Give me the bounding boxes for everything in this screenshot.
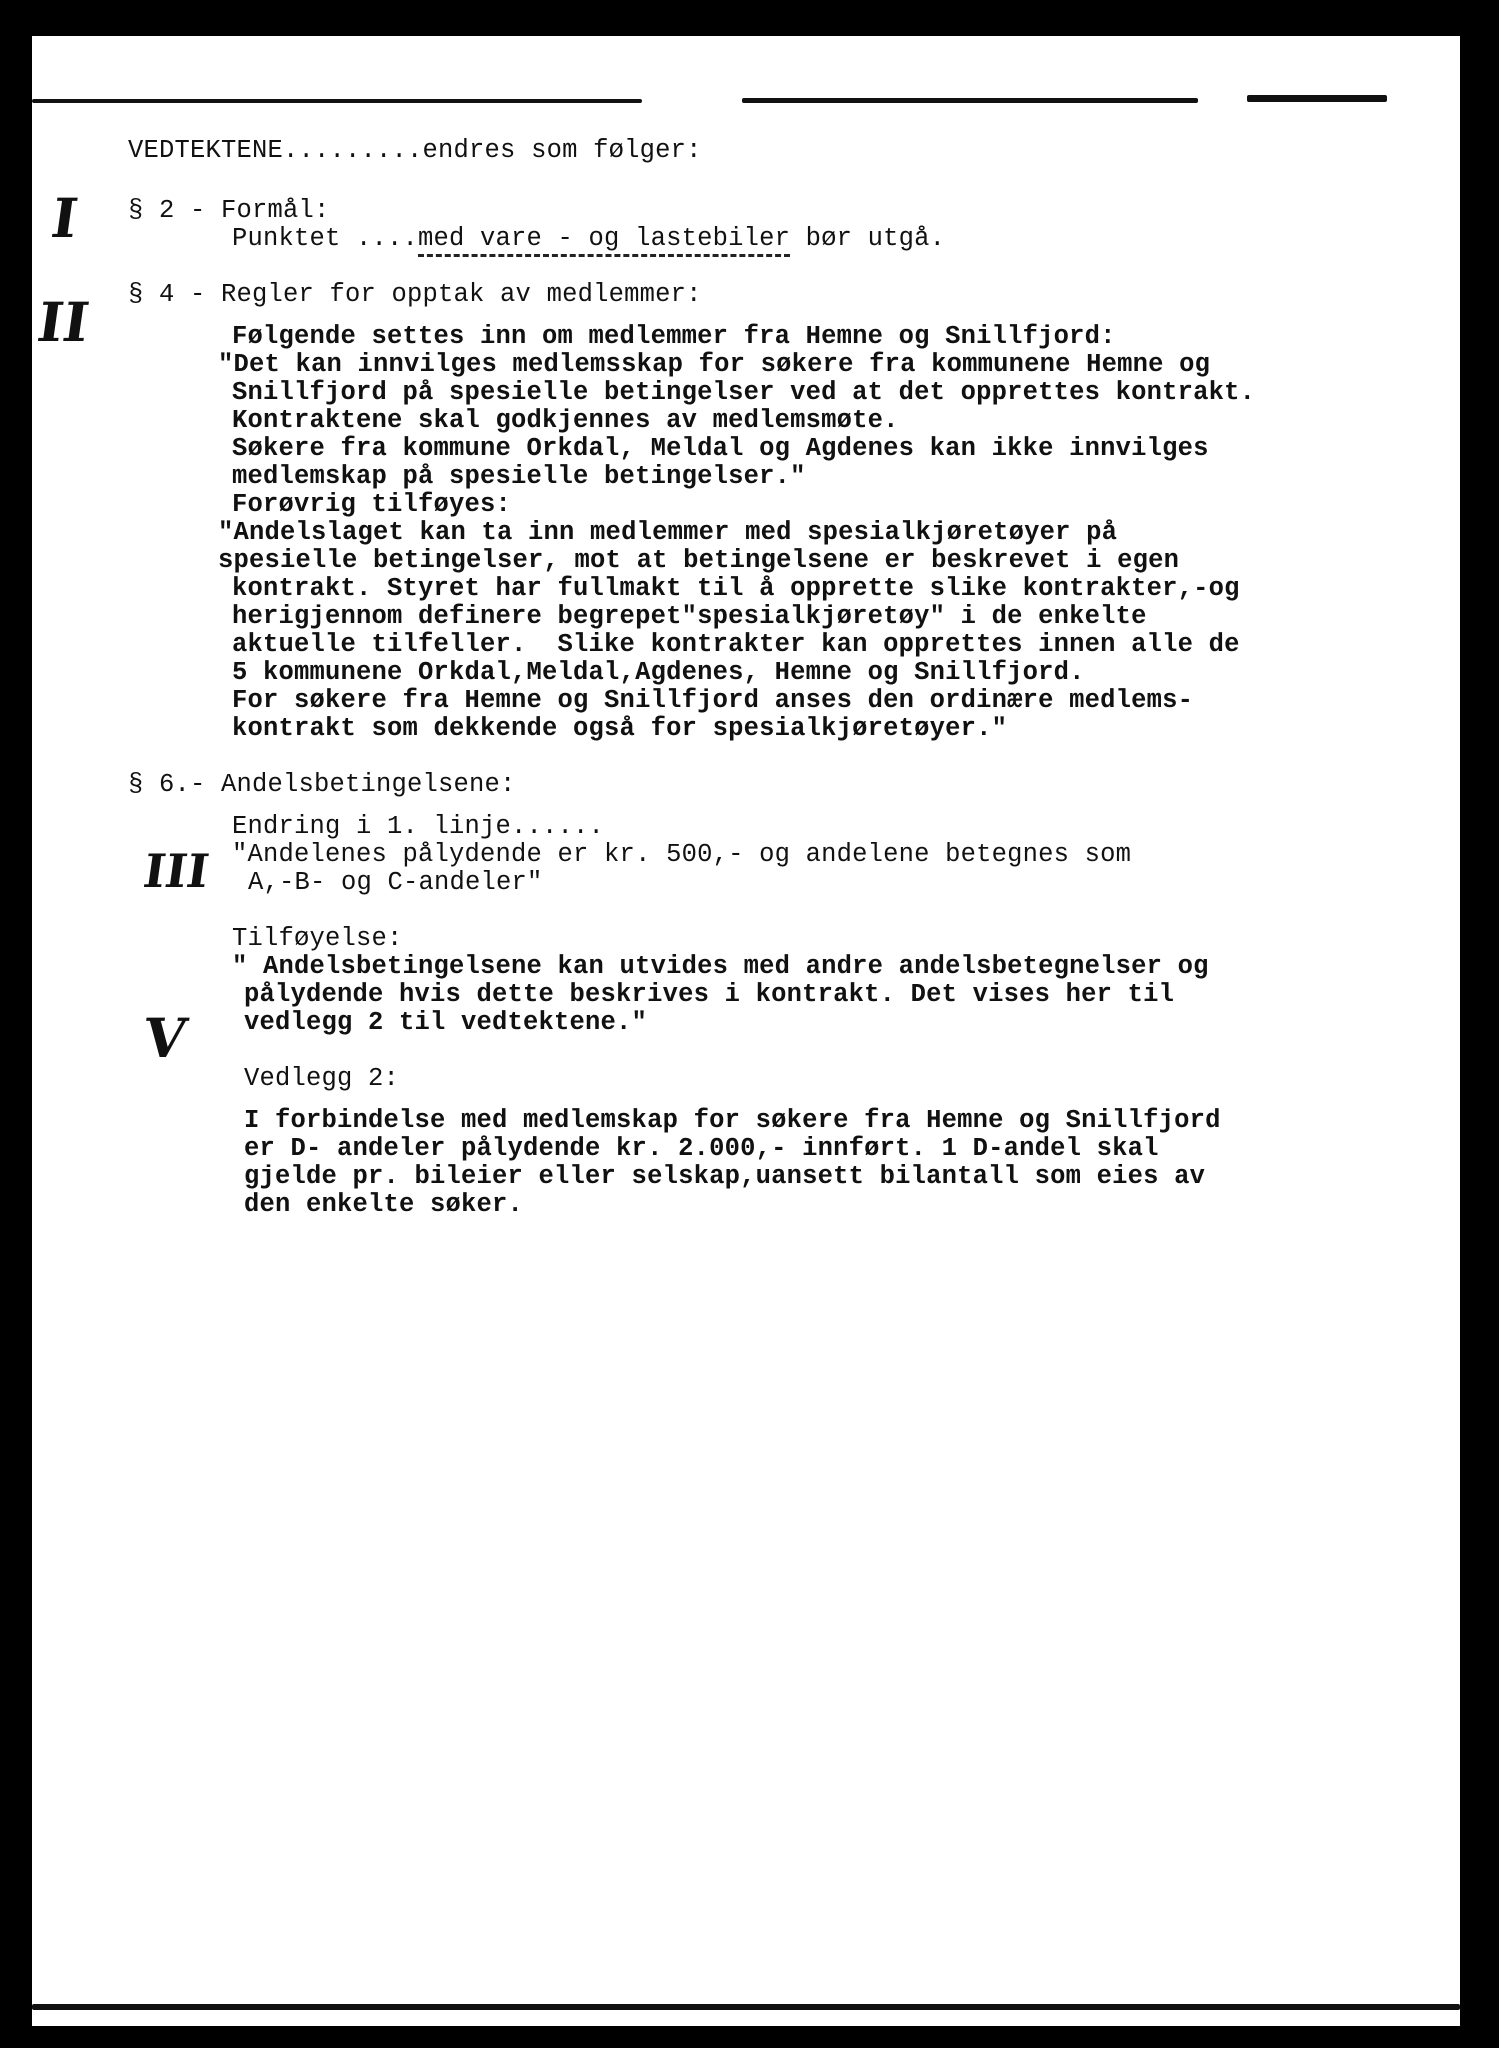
margin-mark-5: V bbox=[139, 1006, 191, 1070]
section2-punkt-prefix: Punktet .... bbox=[232, 224, 419, 253]
section4-line: "Andelslaget kan ta inn medlemmer med spesialkjøretøyer på bbox=[218, 518, 1118, 547]
section6-vedlegg-line: den enkelte søker. bbox=[244, 1190, 524, 1219]
section6-endring-line: A,-B- og C-andeler" bbox=[248, 868, 543, 897]
margin-mark-3: III bbox=[140, 844, 213, 898]
section2-punkt-underlined: med vare - og lastebiler bbox=[418, 224, 790, 257]
section4-line: aktuelle tilfeller. Slike kontrakter kan opprettes innen alle de bbox=[232, 630, 1240, 659]
section4-line: "Det kan innvilges medlemsskap for søkere fra kommunene Hemne og bbox=[218, 350, 1211, 379]
margin-mark-1: I bbox=[47, 186, 82, 250]
section6-vedlegg-line: gjelde pr. bileier eller selskap,uansett bilantall som eies av bbox=[244, 1162, 1206, 1191]
section4-line: Søkere fra kommune Orkdal, Meldal og Agdenes kan ikke innvilges bbox=[232, 434, 1209, 463]
section6-vedlegg-line: er D- andeler pålydende kr. 2.000,- innført. 1 D-andel skal bbox=[244, 1134, 1159, 1163]
section4-line: herigjennom definere begrepet"spesialkjøretøy" i de enkelte bbox=[232, 602, 1147, 631]
section2-heading: § 2 - Formål: bbox=[128, 196, 330, 225]
section6-vedlegg-line: I forbindelse med medlemskap for søkere fra Hemne og Snillfjord bbox=[244, 1106, 1221, 1135]
section6-vedlegg-line: Vedlegg 2: bbox=[244, 1064, 400, 1093]
section4-line: Følgende settes inn om medlemmer fra Hemne og Snillfjord: bbox=[232, 322, 1116, 351]
section4-line: kontrakt. Styret har fullmakt til å opprette slike kontrakter,-og bbox=[232, 574, 1240, 603]
top-rule-right bbox=[742, 98, 1198, 103]
section6-tilfoyelse-line: pålydende hvis dette beskrives i kontrakt. Det vises her til bbox=[244, 980, 1175, 1009]
section4-line: Snillfjord på spesielle betingelser ved at det opprettes kontrakt. bbox=[232, 378, 1256, 407]
top-rule-left bbox=[32, 99, 642, 103]
section4-line: spesielle betingelser, mot at betingelsene er beskrevet i egen bbox=[218, 546, 1180, 575]
section6-heading: § 6.- Andelsbetingelsene: bbox=[128, 770, 516, 799]
margin-mark-2: II bbox=[33, 290, 94, 354]
section4-line: Forøvrig tilføyes: bbox=[232, 490, 512, 519]
section2-punkt bbox=[232, 226, 945, 252]
document-header: VEDTEKTENE.........endres som følger: bbox=[128, 136, 702, 165]
section4-line: Kontraktene skal godkjennes av medlemsmøte. bbox=[232, 406, 899, 435]
section6-endring-line: Endring i 1. linje...... bbox=[232, 812, 605, 841]
document-page bbox=[32, 36, 1460, 2026]
bottom-rule bbox=[32, 2004, 1460, 2010]
section4-line: medlemskap på spesielle betingelser." bbox=[232, 462, 806, 491]
top-rule-far-right bbox=[1247, 95, 1387, 102]
section4-line: 5 kommunene Orkdal,Meldal,Agdenes, Hemne og Snillfjord. bbox=[232, 658, 1085, 687]
section6-tilfoyelse-line: Tilføyelse: bbox=[232, 924, 403, 953]
section4-line: For søkere fra Hemne og Snillfjord anses den ordinære medlems- bbox=[232, 686, 1194, 715]
section4-line: kontrakt som dekkende også for spesialkjøretøyer." bbox=[232, 714, 1008, 743]
section4-heading: § 4 - Regler for opptak av medlemmer: bbox=[128, 280, 702, 309]
section6-endring-line: "Andelenes pålydende er kr. 500,- og andelene betegnes som bbox=[232, 840, 1132, 869]
section6-tilfoyelse-line: vedlegg 2 til vedtektene." bbox=[244, 1008, 648, 1037]
section2-punkt-suffix: bør utgå. bbox=[790, 224, 946, 253]
section6-tilfoyelse-line: " Andelsbetingelsene kan utvides med andre andelsbetegnelser og bbox=[232, 952, 1209, 981]
